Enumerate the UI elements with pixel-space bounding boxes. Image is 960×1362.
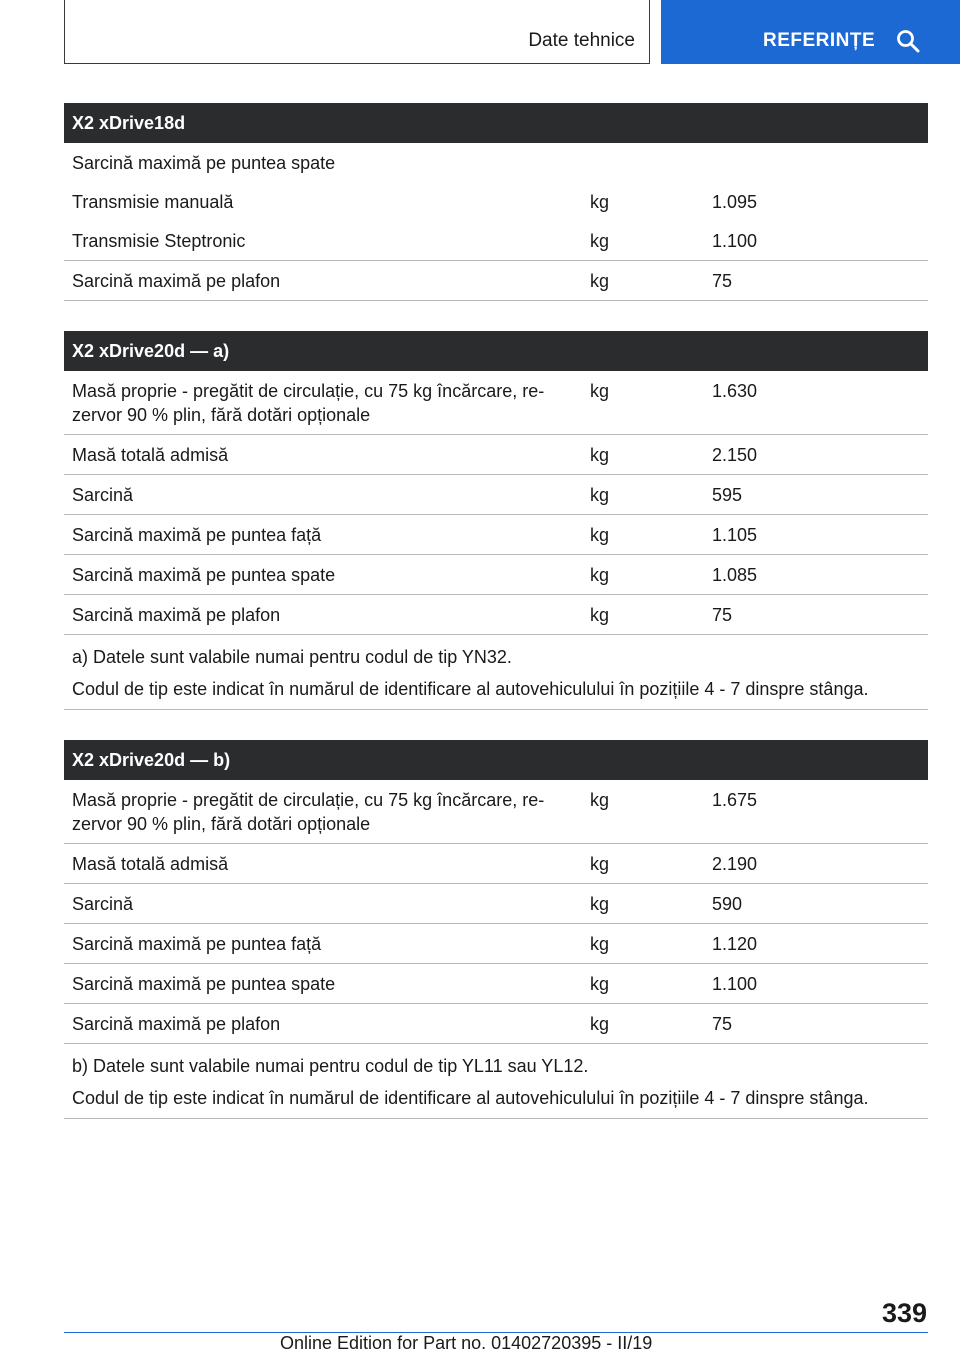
search-icon: [896, 29, 920, 53]
spec-section: [64, 331, 928, 710]
table-row: [64, 924, 928, 964]
spec-label: Sarcină maximă pe plafon: [72, 1014, 281, 1034]
spec-value: 2.190: [712, 854, 758, 874]
spec-label: Sarcină: [72, 485, 134, 505]
table-row: [64, 475, 928, 515]
table-row: [64, 371, 928, 435]
table-row: [64, 261, 928, 301]
spec-unit: kg: [590, 854, 610, 874]
spec-value: 1.675: [712, 790, 758, 810]
spec-value: [712, 151, 928, 175]
spec-label: Masă proprie - pregătit de circulație, cu 75 kg încărcare, re‐zervor 90 % plin, fără dotări opționale: [72, 790, 545, 834]
section-title: Date tehnice: [528, 30, 635, 51]
spec-value: 1.630: [712, 381, 758, 401]
table-row: [64, 1004, 928, 1044]
spec-unit: kg: [590, 525, 610, 545]
spec-value: 75: [712, 1014, 733, 1034]
table-row: [64, 555, 928, 595]
spec-value: 2.150: [712, 445, 758, 465]
spec-section: [64, 103, 928, 301]
spec-unit: [582, 151, 712, 175]
spec-unit: kg: [590, 894, 610, 914]
table-row: [64, 964, 928, 1004]
table-row: [64, 595, 928, 635]
spec-unit: kg: [590, 565, 610, 585]
footnotes: [64, 1044, 928, 1119]
table-row: [64, 780, 928, 844]
footnotes: [64, 635, 928, 710]
page-number: 339: [881, 1298, 927, 1328]
spec-unit: kg: [590, 485, 610, 505]
spec-label: Sarcină maximă pe puntea spate: [72, 153, 336, 173]
spec-unit: kg: [590, 790, 610, 810]
spec-value: 1.100: [712, 974, 758, 994]
table-row: [64, 435, 928, 475]
spec-label: Sarcină maximă pe plafon: [72, 271, 281, 291]
spec-label: Sarcină maximă pe puntea spate: [72, 565, 336, 585]
spec-value: 590: [712, 894, 743, 914]
spec-label: Transmisie manuală: [72, 192, 234, 212]
spec-section: [64, 740, 928, 1119]
spec-label: Masă totală admisă: [72, 445, 229, 465]
section-title-box: [64, 0, 650, 64]
spec-unit: kg: [590, 271, 610, 291]
spec-unit: kg: [590, 605, 610, 625]
edition-footer: Online Edition for Part no. 01402720395 - II/19: [280, 1333, 653, 1353]
spec-value: 1.085: [712, 565, 758, 585]
reference-search-button[interactable]: [661, 0, 960, 64]
spec-value: 1.120: [712, 934, 758, 954]
spec-label: Transmisie Steptronic: [72, 231, 246, 251]
spec-label: Sarcină maximă pe puntea față: [72, 934, 322, 954]
spec-label: Sarcină maximă pe puntea spate: [72, 974, 336, 994]
spec-value: 595: [712, 485, 743, 505]
spec-label: Masă totală admisă: [72, 854, 229, 874]
section-heading: X2 xDrive20d — a): [64, 331, 928, 371]
spec-unit: kg: [590, 974, 610, 994]
spec-label: Sarcină: [72, 894, 134, 914]
section-heading: X2 xDrive18d: [64, 103, 928, 143]
spec-unit: kg: [590, 192, 610, 212]
footnote: Codul de tip este indicat în numărul de identificare al autovehiculului în pozițiile 4 - 7 dinspre stânga.: [72, 679, 869, 699]
table-row: [64, 221, 928, 261]
section-heading: X2 xDrive20d — b): [64, 740, 928, 780]
spec-label: Sarcină maximă pe puntea față: [72, 525, 322, 545]
spec-label: Sarcină maximă pe plafon: [72, 605, 281, 625]
spec-unit: kg: [590, 934, 610, 954]
spec-value: 75: [712, 271, 733, 291]
spec-value: 1.100: [712, 231, 758, 251]
table-row: [64, 515, 928, 555]
footnote: Codul de tip este indicat în numărul de identificare al autovehiculului în pozițiile 4 - 7 dinspre stânga.: [72, 1088, 869, 1108]
reference-label: REFERINȚE: [763, 30, 876, 51]
spec-unit: kg: [590, 381, 610, 401]
spec-value: 1.105: [712, 525, 758, 545]
table-row: [64, 884, 928, 924]
spec-value: 75: [712, 605, 733, 625]
spec-unit: kg: [590, 1014, 610, 1034]
spec-unit: kg: [590, 231, 610, 251]
footnote: b) Datele sunt valabile numai pentru codul de tip YL11 sau YL12.: [72, 1056, 589, 1076]
spec-tables: [64, 103, 928, 1149]
footnote: a) Datele sunt valabile numai pentru codul de tip YN32.: [72, 647, 512, 667]
table-row: [64, 182, 928, 221]
spec-value: 1.095: [712, 192, 758, 212]
spec-unit: kg: [590, 445, 610, 465]
spec-label: Masă proprie - pregătit de circulație, cu 75 kg încărcare, re‐zervor 90 % plin, fără dotări opționale: [72, 381, 545, 425]
table-row: [64, 143, 928, 182]
table-row: [64, 844, 928, 884]
